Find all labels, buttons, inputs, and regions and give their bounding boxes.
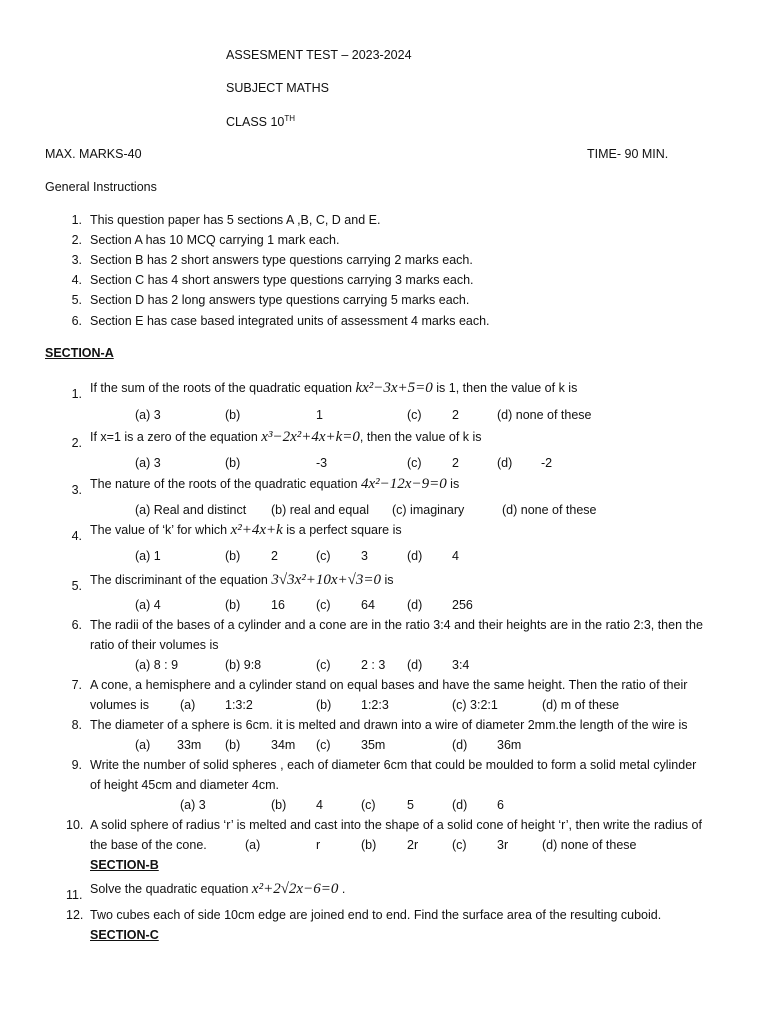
instruction-item: Section D has 2 long answers type questions carrying 5 marks each. — [90, 293, 470, 307]
option: 4 — [452, 549, 459, 563]
option: 35m — [361, 738, 386, 752]
option: (b) 9:8 — [225, 658, 262, 672]
option: 6 — [497, 798, 504, 812]
question-3: The nature of the roots of the quadratic equation 4x²−12x−9=0 is — [90, 476, 460, 492]
instruction-item: Section E has case based integrated units of assessment 4 marks each. — [90, 314, 490, 328]
option: 3 — [361, 549, 368, 563]
equation: x²+4x+k — [230, 522, 283, 538]
option: 16 — [271, 598, 285, 612]
option: (c) — [407, 408, 422, 422]
question-5: The discriminant of the equation 3√3x²+10x+√3=0 is — [90, 572, 394, 588]
section-b-heading: SECTION-B — [90, 858, 159, 872]
equation: x²+2√2x−6=0 — [251, 881, 339, 897]
option: (d) — [407, 658, 423, 672]
question-9-line-1: Write the number of solid spheres , each of diameter 6cm that could be moulded to form a solid metal cylinder — [90, 758, 697, 772]
option: (a) Real and distinct — [135, 503, 247, 517]
instruction-number: 4. — [71, 273, 82, 287]
option: 3r — [497, 838, 509, 852]
option: (c) imaginary — [392, 503, 465, 517]
option: (c) — [316, 549, 331, 563]
equation: 4x²−12x−9=0 — [361, 476, 447, 492]
option: (d) — [452, 798, 468, 812]
option: 4 — [316, 798, 323, 812]
subject-line: SUBJECT MATHS — [226, 81, 330, 95]
section-a-heading: SECTION-A — [45, 346, 114, 360]
question-7-line-1: A cone, a hemisphere and a cylinder stand on equal bases and have the same height. Then the ratio of their — [90, 678, 688, 692]
question-7-line-2: volumes is — [90, 698, 150, 712]
question-number: 3. — [71, 483, 82, 497]
equation: x³−2x²+4x+k=0 — [261, 429, 360, 445]
option: (d) none of these — [542, 838, 637, 852]
option: (a) 3 — [180, 798, 206, 812]
option: 2r — [407, 838, 419, 852]
instruction-number: 3. — [71, 253, 82, 267]
question-2: If x=1 is a zero of the equation x³−2x²+4x+k=0, then the value of k is — [90, 429, 482, 445]
option: 34m — [271, 738, 296, 752]
option: (b) — [316, 698, 332, 712]
option: 2 — [271, 549, 278, 563]
question-number: 11. — [66, 888, 83, 902]
option: (c) — [452, 838, 467, 852]
option: (a) 1 — [135, 549, 161, 563]
option: (c) — [316, 658, 331, 672]
option: (a) — [180, 698, 196, 712]
instructions-heading: General Instructions — [45, 180, 157, 194]
instruction-number: 1. — [71, 213, 82, 227]
option: (b) — [225, 549, 241, 563]
question-number: 5. — [71, 579, 82, 593]
question-9-line-2: of height 45cm and diameter 4cm. — [90, 778, 279, 792]
option: -2 — [541, 456, 553, 470]
option: (d) — [452, 738, 468, 752]
option: -3 — [316, 456, 328, 470]
option: 1:2:3 — [361, 698, 389, 712]
option: 1 — [316, 408, 323, 422]
option: (a) 3 — [135, 456, 161, 470]
option: (d) — [407, 549, 423, 563]
instruction-item: Section C has 4 short answers type questions carrying 3 marks each. — [90, 273, 474, 287]
option: 5 — [407, 798, 414, 812]
option: r — [316, 838, 321, 852]
question-number: 6. — [71, 618, 82, 632]
question-1: If the sum of the roots of the quadratic equation kx²−3x+5=0 is 1, then the value of k is — [90, 380, 578, 396]
question-6-line-2: ratio of their volumes is — [90, 638, 219, 652]
question-number: 7. — [71, 678, 82, 692]
question-number: 10. — [66, 818, 84, 832]
max-marks: MAX. MARKS-40 — [45, 147, 142, 161]
class-label: CLASS 10 — [226, 115, 285, 130]
option: 1:3:2 — [225, 698, 253, 712]
option: (b) real and equal — [271, 503, 369, 517]
question-4: The value of ‘k’ for which x²+4x+k is a perfect square is — [90, 522, 402, 538]
option: (a) 3 — [135, 408, 161, 422]
equation: 3√3x²+10x+√3=0 — [271, 572, 382, 588]
section-c-heading: SECTION-C — [90, 928, 159, 942]
instruction-item: Section B has 2 short answers type questions carrying 2 marks each. — [90, 253, 473, 267]
time-limit: TIME- 90 MIN. — [587, 147, 669, 161]
option: 2 — [452, 408, 459, 422]
option: (a) — [245, 838, 261, 852]
option: (b) — [225, 408, 241, 422]
question-6-line-1: The radii of the bases of a cylinder and a cone are in the ratio 3:4 and their heights are in the ratio 2:3, then the — [90, 618, 703, 632]
option: (a) 4 — [135, 598, 161, 612]
question-number: 8. — [71, 718, 82, 732]
option: (b) — [225, 738, 241, 752]
option: (d) — [407, 598, 423, 612]
instruction-item: Section A has 10 MCQ carrying 1 mark each. — [90, 233, 340, 247]
option: (a) — [135, 738, 151, 752]
option: (b) — [271, 798, 287, 812]
question-8: The diameter of a sphere is 6cm. it is melted and drawn into a wire of diameter 2mm.the length of the wire is — [90, 718, 688, 732]
instruction-item: This question paper has 5 sections A ,B, C, D and E. — [90, 213, 381, 227]
class-superscript: TH — [284, 114, 296, 123]
option: (a) 8 : 9 — [135, 658, 179, 672]
option: (b) — [225, 456, 241, 470]
instruction-number: 5. — [71, 293, 82, 307]
option: (b) — [225, 598, 241, 612]
option: (d) none of these — [497, 408, 592, 422]
question-11: Solve the quadratic equation x²+2√2x−6=0 . — [90, 881, 346, 897]
option: (c) — [407, 456, 422, 470]
question-number: 1. — [71, 387, 82, 401]
question-10-line-2: the base of the cone. — [90, 838, 207, 852]
option: 36m — [497, 738, 522, 752]
instruction-number: 2. — [71, 233, 82, 247]
option: 33m — [177, 738, 202, 752]
option: (b) — [361, 838, 377, 852]
option: (c) — [361, 798, 376, 812]
option: 256 — [452, 598, 473, 612]
option: 3:4 — [452, 658, 470, 672]
question-number: 2. — [71, 436, 82, 450]
question-10-line-1: A solid sphere of radius ‘r’ is melted and cast into the shape of a solid cone of height ‘r’, then write the radius of — [90, 818, 702, 832]
option: (d) — [497, 456, 513, 470]
exam-title: ASSESMENT TEST – 2023-2024 — [226, 48, 412, 62]
option: (d) m of these — [542, 698, 620, 712]
question-12: Two cubes each of side 10cm edge are joined end to end. Find the surface area of the resulting cuboid. — [90, 908, 662, 922]
option: 2 : 3 — [361, 658, 386, 672]
option: (c) — [316, 598, 331, 612]
option: (c) — [316, 738, 331, 752]
instruction-number: 6. — [71, 314, 82, 328]
class-line — [226, 114, 295, 129]
option: 64 — [361, 598, 375, 612]
option: 2 — [452, 456, 459, 470]
question-number: 9. — [71, 758, 82, 772]
equation: kx²−3x+5=0 — [355, 380, 433, 396]
option: (c) 3:2:1 — [452, 698, 498, 712]
question-number: 12. — [66, 908, 84, 922]
question-number: 4. — [71, 529, 82, 543]
option: (d) none of these — [502, 503, 597, 517]
